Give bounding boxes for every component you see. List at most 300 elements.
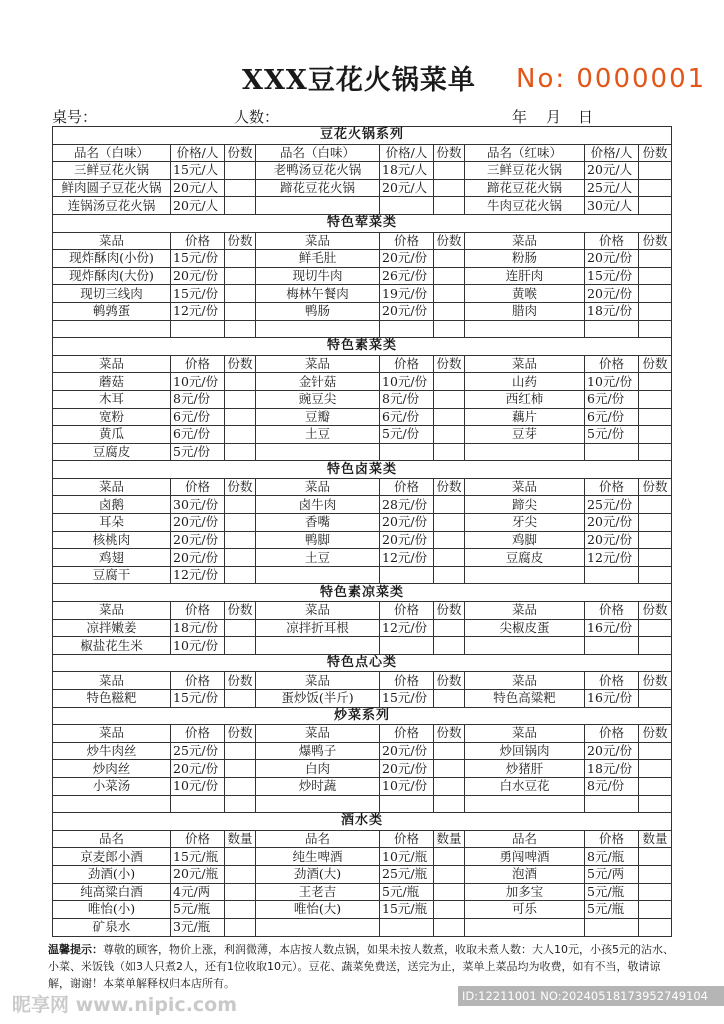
- column-header: 价格: [585, 830, 639, 848]
- section-title-row: [53, 461, 672, 479]
- dish-name-cell: 鲜毛肚: [256, 250, 380, 268]
- quantity-cell[interactable]: [225, 162, 256, 180]
- section-title: 特色点心类: [53, 654, 672, 672]
- price-cell: [380, 795, 434, 813]
- quantity-cell[interactable]: [639, 566, 672, 584]
- quantity-cell[interactable]: [225, 566, 256, 584]
- dish-name-cell: 粉肠: [465, 250, 585, 268]
- quantity-cell[interactable]: [639, 795, 672, 813]
- price-cell: 6元/份: [585, 408, 639, 426]
- column-header: 品名: [53, 830, 171, 848]
- quantity-cell[interactable]: [434, 267, 465, 285]
- column-header: 价格: [585, 602, 639, 620]
- price-cell: 10元/份: [171, 637, 225, 655]
- column-header: 价格: [380, 830, 434, 848]
- quantity-cell[interactable]: [225, 390, 256, 408]
- price-cell: 20元/人: [171, 179, 225, 197]
- dish-name-cell: 土豆: [256, 426, 380, 444]
- column-header: 份数: [639, 602, 672, 620]
- table-row: [53, 795, 672, 813]
- price-cell: 15元/份: [171, 285, 225, 303]
- quantity-cell[interactable]: [225, 760, 256, 778]
- quantity-cell[interactable]: [639, 690, 672, 708]
- column-header: 价格: [380, 672, 434, 690]
- column-header: 菜品: [53, 232, 171, 250]
- table-row: [53, 848, 672, 866]
- quantity-cell[interactable]: [225, 690, 256, 708]
- quantity-cell[interactable]: [639, 285, 672, 303]
- dish-name-cell: 现炸酥肉(小份): [53, 250, 171, 268]
- price-cell: 20元/份: [171, 531, 225, 549]
- quantity-cell[interactable]: [434, 514, 465, 532]
- table-row: [53, 549, 672, 567]
- column-header: 菜品: [53, 478, 171, 496]
- column-header-row: [53, 672, 672, 690]
- quantity-cell[interactable]: [225, 883, 256, 901]
- column-header: 品名: [256, 830, 380, 848]
- dish-name-cell: 炒肉丝: [53, 760, 171, 778]
- price-cell: 12元/份: [585, 549, 639, 567]
- quantity-cell[interactable]: [639, 408, 672, 426]
- quantity-cell[interactable]: [639, 777, 672, 795]
- price-cell: 20元/份: [380, 742, 434, 760]
- quantity-cell[interactable]: [225, 549, 256, 567]
- quantity-cell[interactable]: [225, 426, 256, 444]
- column-header-row: [53, 478, 672, 496]
- price-cell: [585, 637, 639, 655]
- dish-name-cell: 椒盐花生米: [53, 637, 171, 655]
- table-row: [53, 777, 672, 795]
- quantity-cell[interactable]: [225, 302, 256, 320]
- quantity-cell[interactable]: [434, 531, 465, 549]
- price-cell: 6元/份: [171, 426, 225, 444]
- dish-name-cell: [256, 320, 380, 338]
- column-header: 菜品: [465, 725, 585, 743]
- menu-table: [52, 126, 672, 937]
- column-header: 价格: [585, 672, 639, 690]
- column-header: 份数: [225, 144, 256, 162]
- quantity-cell[interactable]: [225, 320, 256, 338]
- column-header: 份数: [434, 355, 465, 373]
- notice-text: 尊敬的顾客，物价上涨，利润微薄，本店按人数点锅，如果未按人数煮，收取未煮人数：大人10元，小孩5元的沾水、小菜、米饭钱（如3人只煮2人，还有1位收取10元）。豆花、蔬菜免费送，送完为止，菜单上菜品均为收费，如有不当，敬请谅解，谢谢！本菜单解释权归本店所有。: [48, 943, 674, 990]
- column-header: 数量: [434, 830, 465, 848]
- price-cell: 25元/瓶: [380, 865, 434, 883]
- price-cell: 12元/份: [171, 302, 225, 320]
- column-header: 菜品: [53, 355, 171, 373]
- quantity-cell[interactable]: [434, 197, 465, 215]
- column-header: 数量: [639, 830, 672, 848]
- price-cell: 16元/份: [585, 619, 639, 637]
- column-header: 价格/人: [171, 144, 225, 162]
- section-title: 豆花火锅系列: [53, 127, 672, 145]
- table-row: [53, 302, 672, 320]
- price-cell: 15元/瓶: [380, 901, 434, 919]
- quantity-cell[interactable]: [225, 443, 256, 461]
- column-header: 份数: [639, 672, 672, 690]
- column-header: 价格: [171, 232, 225, 250]
- quantity-cell[interactable]: [639, 742, 672, 760]
- price-cell: 16元/份: [585, 690, 639, 708]
- column-header: 菜品: [256, 672, 380, 690]
- price-cell: 20元/份: [380, 760, 434, 778]
- quantity-cell[interactable]: [639, 250, 672, 268]
- price-cell: 12元/份: [171, 566, 225, 584]
- quantity-cell[interactable]: [639, 302, 672, 320]
- dish-name-cell: 蘑菇: [53, 373, 171, 391]
- dish-name-cell: 木耳: [53, 390, 171, 408]
- dish-name-cell: 黄瓜: [53, 426, 171, 444]
- section-title: 特色卤菜类: [53, 461, 672, 479]
- price-cell: 5元/份: [380, 426, 434, 444]
- quantity-cell[interactable]: [225, 901, 256, 919]
- table-number-label: 桌号：: [52, 108, 98, 126]
- price-cell: [585, 795, 639, 813]
- column-header: 份数: [639, 232, 672, 250]
- price-cell: 8元/份: [585, 777, 639, 795]
- table-row: [53, 320, 672, 338]
- column-header: 数量: [225, 830, 256, 848]
- dish-name-cell: 炒猪肝: [465, 760, 585, 778]
- quantity-cell[interactable]: [434, 320, 465, 338]
- quantity-cell[interactable]: [434, 883, 465, 901]
- dish-name-cell: 鹌鹑蛋: [53, 302, 171, 320]
- quantity-cell[interactable]: [639, 390, 672, 408]
- price-cell: 10元/份: [380, 777, 434, 795]
- table-row: [53, 883, 672, 901]
- quantity-cell[interactable]: [639, 514, 672, 532]
- quantity-cell[interactable]: [225, 795, 256, 813]
- quantity-cell[interactable]: [434, 760, 465, 778]
- quantity-cell[interactable]: [434, 390, 465, 408]
- dish-name-cell: [256, 795, 380, 813]
- price-cell: 5元/两: [585, 865, 639, 883]
- column-header: 价格: [585, 232, 639, 250]
- column-header: 份数: [225, 232, 256, 250]
- people-count-label: 人数：: [234, 108, 280, 126]
- section-title: 特色素菜类: [53, 338, 672, 356]
- price-cell: 20元/份: [585, 742, 639, 760]
- quantity-cell[interactable]: [434, 848, 465, 866]
- price-cell: 8元/份: [171, 390, 225, 408]
- dish-name-cell: 炒牛肉丝: [53, 742, 171, 760]
- table-row: [53, 197, 672, 215]
- quantity-cell[interactable]: [639, 531, 672, 549]
- quantity-cell[interactable]: [434, 742, 465, 760]
- quantity-cell[interactable]: [225, 637, 256, 655]
- dish-name-cell: 豌豆尖: [256, 390, 380, 408]
- table-row: [53, 865, 672, 883]
- quantity-cell[interactable]: [639, 443, 672, 461]
- price-cell: [380, 637, 434, 655]
- dish-name-cell: 核桃肉: [53, 531, 171, 549]
- quantity-cell[interactable]: [225, 918, 256, 936]
- dish-name-cell: 黄喉: [465, 285, 585, 303]
- quantity-cell[interactable]: [434, 690, 465, 708]
- table-row: [53, 285, 672, 303]
- price-cell: 5元/瓶: [171, 901, 225, 919]
- price-cell: 15元/份: [380, 690, 434, 708]
- price-cell: [171, 320, 225, 338]
- price-cell: [585, 320, 639, 338]
- section-title-row: [53, 338, 672, 356]
- price-cell: 6元/份: [585, 390, 639, 408]
- dish-name-cell: 京麦郎小酒: [53, 848, 171, 866]
- table-row: [53, 267, 672, 285]
- dish-name-cell: 卤鹅: [53, 496, 171, 514]
- quantity-cell[interactable]: [225, 408, 256, 426]
- quantity-cell[interactable]: [225, 267, 256, 285]
- quantity-cell[interactable]: [639, 496, 672, 514]
- quantity-cell[interactable]: [434, 162, 465, 180]
- dish-name-cell: [256, 443, 380, 461]
- quantity-cell[interactable]: [225, 848, 256, 866]
- dish-name-cell: 尖椒皮蛋: [465, 619, 585, 637]
- price-cell: 5元/份: [171, 443, 225, 461]
- quantity-cell[interactable]: [434, 426, 465, 444]
- quantity-cell[interactable]: [225, 373, 256, 391]
- section-title: 特色荤菜类: [53, 214, 672, 232]
- price-cell: 20元/份: [380, 514, 434, 532]
- column-header: 价格: [380, 602, 434, 620]
- column-header: 品名（红味）: [465, 144, 585, 162]
- column-header: 价格: [585, 355, 639, 373]
- quantity-cell[interactable]: [639, 179, 672, 197]
- table-row: [53, 742, 672, 760]
- dish-name-cell: 豆腐皮: [53, 443, 171, 461]
- quantity-cell[interactable]: [434, 250, 465, 268]
- section-title-row: [53, 813, 672, 831]
- table-row: [53, 426, 672, 444]
- table-row: [53, 619, 672, 637]
- quantity-cell[interactable]: [225, 179, 256, 197]
- column-header: 价格: [171, 478, 225, 496]
- column-header: 份数: [225, 602, 256, 620]
- column-header: 价格: [171, 602, 225, 620]
- dish-name-cell: 三鲜豆花火锅: [465, 162, 585, 180]
- price-cell: 19元/份: [380, 285, 434, 303]
- table-row: [53, 250, 672, 268]
- year-label: 年: [512, 108, 528, 126]
- dish-name-cell: 鸡脚: [465, 531, 585, 549]
- quantity-cell[interactable]: [434, 373, 465, 391]
- quantity-cell[interactable]: [639, 373, 672, 391]
- dish-name-cell: 唯怡(大): [256, 901, 380, 919]
- quantity-cell[interactable]: [225, 742, 256, 760]
- column-header: 价格: [380, 725, 434, 743]
- quantity-cell[interactable]: [434, 549, 465, 567]
- quantity-cell[interactable]: [225, 531, 256, 549]
- quantity-cell[interactable]: [434, 496, 465, 514]
- section-title-row: [53, 127, 672, 145]
- price-cell: 20元/份: [380, 531, 434, 549]
- price-cell: [380, 197, 434, 215]
- quantity-cell[interactable]: [434, 637, 465, 655]
- quantity-cell[interactable]: [639, 426, 672, 444]
- dish-name-cell: 小菜汤: [53, 777, 171, 795]
- dish-name-cell: 白水豆花: [465, 777, 585, 795]
- quantity-cell[interactable]: [639, 549, 672, 567]
- quantity-cell[interactable]: [434, 777, 465, 795]
- quantity-cell[interactable]: [225, 777, 256, 795]
- column-header: 价格: [380, 355, 434, 373]
- quantity-cell[interactable]: [225, 496, 256, 514]
- price-cell: 15元/份: [171, 690, 225, 708]
- quantity-cell[interactable]: [225, 197, 256, 215]
- dish-name-cell: 鸭脚: [256, 531, 380, 549]
- quantity-cell[interactable]: [639, 865, 672, 883]
- price-cell: 10元/份: [380, 373, 434, 391]
- dish-name-cell: [53, 320, 171, 338]
- price-cell: 10元/瓶: [380, 848, 434, 866]
- price-cell: 20元/份: [171, 549, 225, 567]
- price-cell: 30元/人: [585, 197, 639, 215]
- quantity-cell[interactable]: [639, 901, 672, 919]
- dish-name-cell: 耳朵: [53, 514, 171, 532]
- column-header: 菜品: [465, 355, 585, 373]
- dish-name-cell: 鸭肠: [256, 302, 380, 320]
- price-cell: 10元/份: [585, 373, 639, 391]
- dish-name-cell: 劲酒(小): [53, 865, 171, 883]
- table-row: [53, 179, 672, 197]
- price-cell: [585, 566, 639, 584]
- dish-name-cell: 纯高粱白酒: [53, 883, 171, 901]
- price-cell: 20元/人: [380, 179, 434, 197]
- price-cell: 20元/份: [171, 514, 225, 532]
- dish-name-cell: 连锅汤豆花火锅: [53, 197, 171, 215]
- quantity-cell[interactable]: [225, 514, 256, 532]
- dish-name-cell: 蛋炒饭(半斤): [256, 690, 380, 708]
- column-header: 菜品: [256, 725, 380, 743]
- dish-name-cell: 土豆: [256, 549, 380, 567]
- quantity-cell[interactable]: [639, 162, 672, 180]
- quantity-cell[interactable]: [639, 637, 672, 655]
- dish-name-cell: 爆鸭子: [256, 742, 380, 760]
- quantity-cell[interactable]: [639, 320, 672, 338]
- quantity-cell[interactable]: [639, 619, 672, 637]
- quantity-cell[interactable]: [434, 865, 465, 883]
- price-cell: 3元/瓶: [171, 918, 225, 936]
- column-header: 份数: [434, 602, 465, 620]
- price-cell: 6元/份: [171, 408, 225, 426]
- column-header: 菜品: [256, 478, 380, 496]
- quantity-cell[interactable]: [639, 848, 672, 866]
- price-cell: 8元/瓶: [585, 848, 639, 866]
- dish-name-cell: 劲酒(大): [256, 865, 380, 883]
- dish-name-cell: 勇闯啤酒: [465, 848, 585, 866]
- table-row: [53, 390, 672, 408]
- quantity-cell[interactable]: [434, 285, 465, 303]
- column-header: 菜品: [465, 602, 585, 620]
- price-cell: 20元/人: [171, 197, 225, 215]
- price-cell: 18元/份: [171, 619, 225, 637]
- quantity-cell[interactable]: [434, 179, 465, 197]
- dish-name-cell: [465, 566, 585, 584]
- quantity-cell[interactable]: [639, 267, 672, 285]
- price-cell: 15元/人: [171, 162, 225, 180]
- quantity-cell[interactable]: [225, 250, 256, 268]
- table-row: [53, 918, 672, 936]
- dish-name-cell: 金针菇: [256, 373, 380, 391]
- column-header-row: [53, 602, 672, 620]
- dish-name-cell: [465, 637, 585, 655]
- quantity-cell[interactable]: [225, 619, 256, 637]
- quantity-cell[interactable]: [639, 197, 672, 215]
- quantity-cell[interactable]: [639, 760, 672, 778]
- column-header: 份数: [434, 144, 465, 162]
- price-cell: 5元/瓶: [380, 883, 434, 901]
- quantity-cell[interactable]: [434, 302, 465, 320]
- menu-title: XXX豆花火锅菜单: [242, 65, 476, 96]
- quantity-cell[interactable]: [639, 883, 672, 901]
- column-header: 份数: [434, 478, 465, 496]
- dish-name-cell: [256, 197, 380, 215]
- dish-name-cell: 现切三线肉: [53, 285, 171, 303]
- dish-name-cell: 山药: [465, 373, 585, 391]
- dish-name-cell: 炒时蔬: [256, 777, 380, 795]
- dish-name-cell: [256, 637, 380, 655]
- day-label: 日: [578, 108, 594, 126]
- quantity-cell[interactable]: [225, 865, 256, 883]
- column-header: 菜品: [256, 355, 380, 373]
- column-header: 份数: [434, 672, 465, 690]
- quantity-cell[interactable]: [434, 619, 465, 637]
- quantity-cell[interactable]: [434, 566, 465, 584]
- dish-name-cell: 加多宝: [465, 883, 585, 901]
- quantity-cell[interactable]: [434, 901, 465, 919]
- price-cell: 25元/份: [585, 496, 639, 514]
- price-cell: 5元/瓶: [585, 901, 639, 919]
- column-header-row: [53, 725, 672, 743]
- price-cell: 20元/份: [171, 760, 225, 778]
- price-cell: [585, 918, 639, 936]
- table-row: [53, 408, 672, 426]
- price-cell: 20元/份: [585, 531, 639, 549]
- quantity-cell[interactable]: [434, 918, 465, 936]
- dish-name-cell: 腊肉: [465, 302, 585, 320]
- price-cell: 25元/份: [171, 742, 225, 760]
- dish-name-cell: 炒回锅肉: [465, 742, 585, 760]
- dish-name-cell: 唯怡(小): [53, 901, 171, 919]
- price-cell: [585, 443, 639, 461]
- price-cell: 12元/份: [380, 549, 434, 567]
- price-cell: 4元/两: [171, 883, 225, 901]
- price-cell: 15元/瓶: [171, 848, 225, 866]
- dish-name-cell: 老鸭汤豆花火锅: [256, 162, 380, 180]
- watermark-site: 昵享网 www.nipic.com: [12, 994, 238, 1016]
- dish-name-cell: 泡酒: [465, 865, 585, 883]
- column-header: 份数: [225, 672, 256, 690]
- price-cell: 25元/人: [585, 179, 639, 197]
- dish-name-cell: [256, 918, 380, 936]
- quantity-cell[interactable]: [434, 795, 465, 813]
- column-header: 菜品: [256, 232, 380, 250]
- table-row: [53, 901, 672, 919]
- dish-name-cell: 现切牛肉: [256, 267, 380, 285]
- column-header: 份数: [434, 725, 465, 743]
- price-cell: [380, 320, 434, 338]
- column-header: 价格: [171, 725, 225, 743]
- quantity-cell[interactable]: [434, 408, 465, 426]
- dish-name-cell: 蹄花豆花火锅: [465, 179, 585, 197]
- quantity-cell[interactable]: [434, 443, 465, 461]
- table-row: [53, 496, 672, 514]
- price-cell: 6元/份: [380, 408, 434, 426]
- serial-number: No: 0000001: [516, 64, 707, 94]
- dish-name-cell: 蹄尖: [465, 496, 585, 514]
- quantity-cell[interactable]: [225, 285, 256, 303]
- quantity-cell[interactable]: [639, 918, 672, 936]
- price-cell: [380, 918, 434, 936]
